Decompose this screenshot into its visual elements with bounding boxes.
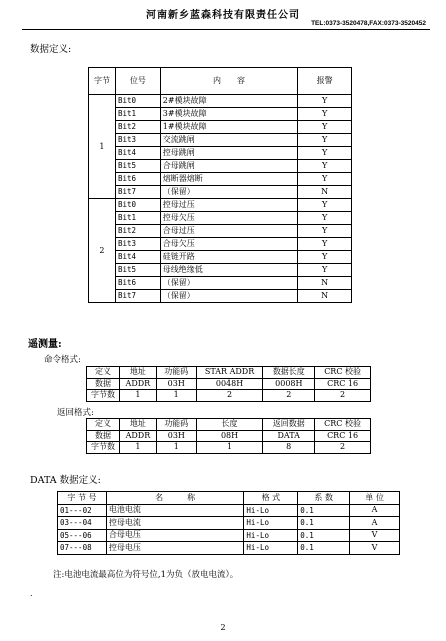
table-cell: 0.1	[298, 517, 350, 530]
alarm-cell: Y	[298, 212, 352, 225]
table-row	[89, 225, 352, 238]
bit-cell: Bit4	[115, 147, 160, 160]
header-rule	[22, 29, 430, 30]
table-cell: 定义	[87, 367, 120, 379]
column-header: 字节	[89, 68, 116, 95]
table-cell: 1	[156, 442, 196, 454]
byte-number-cell: 2	[89, 199, 116, 303]
alarm-cell: Y	[298, 160, 352, 173]
table-cell: 0.1	[298, 529, 350, 542]
table-row	[58, 542, 400, 555]
table-cell: V	[350, 529, 400, 542]
content-cell: 控母欠压	[160, 212, 297, 225]
table-cell: 03---04	[58, 517, 107, 530]
alarm-cell: Y	[298, 199, 352, 212]
table-cell: 字节数	[87, 442, 120, 454]
byte-number-cell: 1	[89, 95, 116, 199]
table-cell: 1	[156, 390, 196, 402]
column-header: 系 数	[298, 492, 350, 505]
alarm-cell: Y	[298, 238, 352, 251]
table-cell: 功能码	[156, 419, 196, 431]
table-cell: 03H	[156, 430, 196, 442]
contact-info: TEL:0373-3520478,FAX:0373-3520452	[311, 20, 426, 27]
content-cell: 1#模块故障	[160, 121, 297, 134]
table-row	[89, 95, 352, 108]
table-row	[89, 199, 352, 212]
content-cell: 交流跳闸	[160, 134, 297, 147]
table-cell: 1	[119, 390, 156, 402]
bit-cell: Bit5	[115, 264, 160, 277]
table-cell: 数据	[87, 378, 120, 390]
alarm-cell: Y	[298, 251, 352, 264]
table-cell: CRC 校验	[315, 419, 371, 431]
command-format-table	[86, 366, 371, 402]
content-cell: 合母跳闸	[160, 160, 297, 173]
bit-cell: Bit7	[115, 290, 160, 303]
table-cell: 0008H	[263, 378, 315, 390]
company-name: 河南新乡蓝森科技有限责任公司	[146, 10, 300, 21]
alarm-cell: Y	[298, 225, 352, 238]
bit-cell: Bit4	[115, 251, 160, 264]
table-row	[89, 108, 352, 121]
table-row	[87, 419, 371, 431]
table-cell: 05---06	[58, 529, 107, 542]
table-cell: V	[350, 542, 400, 555]
table-cell: 0.1	[298, 542, 350, 555]
content-cell: （保留）	[160, 277, 297, 290]
table-row	[87, 390, 371, 402]
return-format-table	[86, 418, 371, 454]
table-row	[89, 173, 352, 186]
stray-mark: .	[30, 589, 33, 598]
bit-cell: Bit6	[115, 173, 160, 186]
bit-cell: Bit3	[115, 134, 160, 147]
table-row	[89, 212, 352, 225]
table-row	[89, 186, 352, 199]
alarm-cell: Y	[298, 108, 352, 121]
table-cell: 长度	[196, 419, 263, 431]
table-cell: 07---08	[58, 542, 107, 555]
table-cell: 地址	[119, 419, 156, 431]
alarm-bit-table	[88, 67, 352, 303]
content-cell: （保留）	[160, 290, 297, 303]
table-header-row	[89, 68, 352, 95]
bit-cell: Bit5	[115, 160, 160, 173]
section-title-data-definition: 数据定义:	[30, 44, 72, 55]
data-definition-table	[57, 491, 400, 555]
table-cell: 地址	[119, 367, 156, 379]
section-title-telemetry: 遥测量:	[28, 339, 62, 350]
content-cell: 3#模块故障	[160, 108, 297, 121]
table-cell: 数据长度	[263, 367, 315, 379]
table-cell: 08H	[196, 430, 263, 442]
page-number: 2	[220, 623, 226, 632]
column-header: 单 位	[350, 492, 400, 505]
bit-cell: Bit7	[115, 186, 160, 199]
table-cell: 0048H	[196, 378, 263, 390]
content-cell: 熔断器熔断	[160, 173, 297, 186]
table-cell: DATA	[263, 430, 315, 442]
table-row	[87, 367, 371, 379]
table-cell: A	[350, 504, 400, 517]
bit-cell: Bit6	[115, 277, 160, 290]
table-cell: CRC 16	[315, 378, 371, 390]
table-cell: 2	[315, 390, 371, 402]
alarm-cell: Y	[298, 121, 352, 134]
table-cell: 字节数	[87, 390, 120, 402]
table-cell: 1	[196, 442, 263, 454]
content-cell: 硅链开路	[160, 251, 297, 264]
note-text: 注:电池电流最高位为符号位,1为负（放电电流）。	[53, 570, 239, 580]
table-cell: 返回数据	[263, 419, 315, 431]
bit-cell: Bit2	[115, 225, 160, 238]
table-cell: CRC 校验	[315, 367, 371, 379]
table-row	[89, 277, 352, 290]
table-cell: CRC 16	[315, 430, 371, 442]
section-title-data-def2: DATA 数据定义:	[30, 475, 101, 486]
table-cell: 控母电压	[106, 542, 244, 555]
table-cell: A	[350, 517, 400, 530]
table-header-row	[58, 492, 400, 505]
alarm-cell: N	[298, 186, 352, 199]
bit-cell: Bit1	[115, 108, 160, 121]
column-header: 位号	[115, 68, 160, 95]
table-cell: 8	[263, 442, 315, 454]
alarm-cell: Y	[298, 264, 352, 277]
table-cell: 03H	[156, 378, 196, 390]
content-cell: 控母过压	[160, 199, 297, 212]
table-row	[58, 529, 400, 542]
bit-cell: Bit3	[115, 238, 160, 251]
column-header: 报警	[298, 68, 352, 95]
table-cell: 2	[263, 390, 315, 402]
alarm-cell: N	[298, 290, 352, 303]
content-cell: 合母欠压	[160, 238, 297, 251]
table-cell: 控母电流	[106, 517, 244, 530]
table-cell: 2	[196, 390, 263, 402]
table-cell: 1	[119, 442, 156, 454]
table-cell: Hi-Lo	[244, 542, 298, 555]
column-header: 内 容	[160, 68, 297, 95]
table-row	[89, 160, 352, 173]
column-header: 字 节 号	[58, 492, 107, 505]
table-row	[89, 264, 352, 277]
content-cell: 2#模块故障	[160, 95, 297, 108]
return-format-label: 返回格式:	[57, 408, 94, 418]
alarm-cell: Y	[298, 95, 352, 108]
content-cell: （保留）	[160, 186, 297, 199]
table-row	[89, 121, 352, 134]
alarm-cell: Y	[298, 147, 352, 160]
table-cell: STAR ADDR	[196, 367, 263, 379]
alarm-cell: Y	[298, 134, 352, 147]
table-cell: 数据	[87, 430, 120, 442]
table-cell: Hi-Lo	[244, 517, 298, 530]
table-cell: 合母电压	[106, 529, 244, 542]
alarm-cell: N	[298, 277, 352, 290]
alarm-cell: Y	[298, 173, 352, 186]
table-cell: Hi-Lo	[244, 504, 298, 517]
table-cell: ADDR	[119, 430, 156, 442]
table-cell: 01---02	[58, 504, 107, 517]
table-row	[87, 378, 371, 390]
table-cell: 电池电流	[106, 504, 244, 517]
column-header: 名 称	[106, 492, 244, 505]
table-row	[89, 134, 352, 147]
table-cell: ADDR	[119, 378, 156, 390]
table-row	[89, 290, 352, 303]
table-row	[58, 504, 400, 517]
table-row	[87, 430, 371, 442]
table-cell: 定义	[87, 419, 120, 431]
table-row	[89, 251, 352, 264]
table-cell: 0.1	[298, 504, 350, 517]
content-cell: 控母跳闸	[160, 147, 297, 160]
table-cell: Hi-Lo	[244, 529, 298, 542]
command-format-label: 命令格式:	[44, 355, 81, 365]
bit-cell: Bit1	[115, 212, 160, 225]
content-cell: 合母过压	[160, 225, 297, 238]
bit-cell: Bit0	[115, 95, 160, 108]
column-header: 格 式	[244, 492, 298, 505]
table-row	[58, 517, 400, 530]
table-row	[89, 147, 352, 160]
bit-cell: Bit2	[115, 121, 160, 134]
table-row	[87, 442, 371, 454]
table-row	[89, 238, 352, 251]
table-cell: 功能码	[156, 367, 196, 379]
table-cell: 2	[315, 442, 371, 454]
content-cell: 母线绝缘低	[160, 264, 297, 277]
bit-cell: Bit0	[115, 199, 160, 212]
